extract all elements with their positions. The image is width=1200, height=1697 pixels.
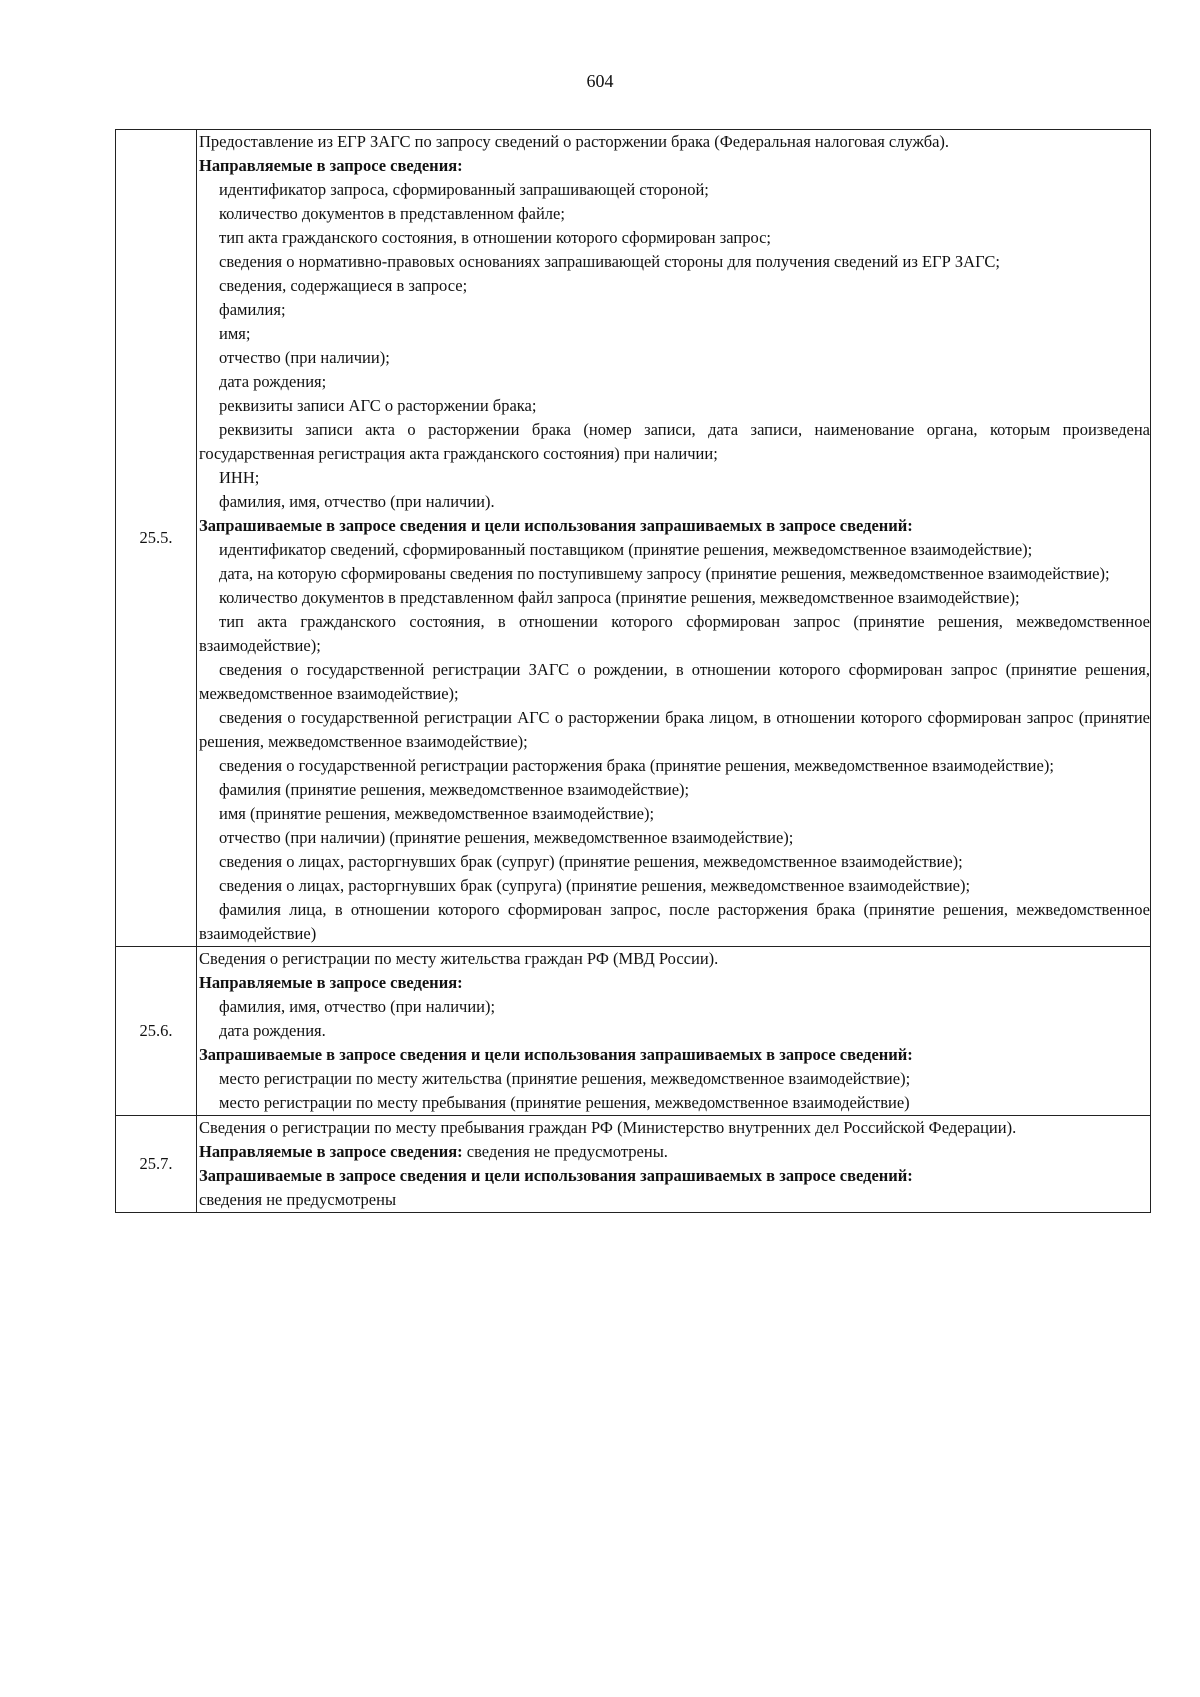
- list-item: сведения о государственной регистрации расторжения брака (принятие решения, межведомственное взаимодействие);: [219, 756, 1054, 775]
- list-item: имя;: [219, 324, 251, 343]
- row-number: 25.7.: [116, 1116, 197, 1213]
- list-item: количество документов в представленном файл запроса (принятие решения, межведомственное взаимодействие);: [219, 588, 1020, 607]
- list-item: сведения о нормативно-правовых основаниях запрашивающей стороны для получения сведений из ЕГР ЗАГС;: [219, 252, 1000, 271]
- row-content: [197, 947, 1151, 1116]
- requested-heading: Запрашиваемые в запросе сведения и цели использования запрашиваемых в запросе сведений:: [199, 1045, 913, 1064]
- list-item: отчество (при наличии) (принятие решения, межведомственное взаимодействие);: [219, 828, 794, 847]
- services-table: [115, 129, 1151, 1213]
- list-item: место регистрации по месту жительства (принятие решения, межведомственное взаимодействие);: [219, 1069, 911, 1088]
- list-item: фамилия, имя, отчество (при наличии).: [219, 492, 495, 511]
- list-item: сведения о лицах, расторгнувших брак (супруг) (принятие решения, межведомственное взаимодействие);: [219, 852, 963, 871]
- list-item: фамилия, имя, отчество (при наличии);: [219, 997, 496, 1016]
- list-item: дата рождения.: [219, 1021, 326, 1040]
- row-content: [197, 130, 1151, 947]
- list-item: дата рождения;: [219, 372, 327, 391]
- sent-heading: Направляемые в запросе сведения:: [199, 973, 463, 992]
- row-title: Предоставление из ЕГР ЗАГС по запросу сведений о расторжении брака (Федеральная налоговая служба).: [199, 132, 950, 151]
- list-item: фамилия лица, в отношении которого сформирован запрос, после расторжения брака (принятие решения, межведомственное взаимодействие): [199, 900, 1150, 943]
- table-row: [116, 130, 1151, 947]
- requested-inline: сведения не предусмотрены: [199, 1190, 397, 1209]
- sent-line: [199, 1140, 1150, 1164]
- list-item: идентификатор сведений, сформированный поставщиком (принятие решения, межведомственное взаимодействие);: [219, 540, 1033, 559]
- list-item: количество документов в представленном файле;: [219, 204, 565, 223]
- row-number: 25.6.: [116, 947, 197, 1116]
- list-item: фамилия;: [219, 300, 286, 319]
- list-item: сведения о государственной регистрации ЗАГС о рождении, в отношении которого сформирован запрос (принятие решения, межведомственное взаимодействие);: [199, 660, 1150, 703]
- requested-heading: Запрашиваемые в запросе сведения и цели использования запрашиваемых в запросе сведений:: [199, 1166, 913, 1185]
- list-item: ИНН;: [219, 468, 260, 487]
- row-number: 25.5.: [116, 130, 197, 947]
- requested-heading: Запрашиваемые в запросе сведения и цели использования запрашиваемых в запросе сведений:: [199, 516, 913, 535]
- row-content: [197, 1116, 1151, 1213]
- sent-heading: Направляемые в запросе сведения:: [199, 1142, 463, 1161]
- sent-heading: Направляемые в запросе сведения:: [199, 156, 463, 175]
- list-item: место регистрации по месту пребывания (принятие решения, межведомственное взаимодействие): [219, 1093, 910, 1112]
- row-title: Сведения о регистрации по месту жительства граждан РФ (МВД России).: [199, 949, 719, 968]
- list-item: идентификатор запроса, сформированный запрашивающей стороной;: [219, 180, 709, 199]
- list-item: сведения о лицах, расторгнувших брак (супруга) (принятие решения, межведомственное взаимодействие);: [219, 876, 971, 895]
- sent-inline: сведения не предусмотрены.: [466, 1142, 668, 1161]
- table-row: [116, 947, 1151, 1116]
- list-item: сведения о государственной регистрации АГС о расторжении брака лицом, в отношении которого сформирован запрос (принятие решения, межведомственное взаимодействие);: [199, 708, 1150, 751]
- list-item: фамилия (принятие решения, межведомственное взаимодействие);: [219, 780, 690, 799]
- page-number: 604: [586, 71, 614, 91]
- list-item: реквизиты записи АГС о расторжении брака;: [219, 396, 537, 415]
- list-item: отчество (при наличии);: [219, 348, 390, 367]
- list-item: имя (принятие решения, межведомственное взаимодействие);: [219, 804, 655, 823]
- list-item: тип акта гражданского состояния, в отношении которого сформирован запрос (принятие решения, межведомственное взаимодействие);: [199, 612, 1150, 655]
- list-item: дата, на которую сформированы сведения по поступившему запросу (принятие решения, межведомственное взаимодействие);: [219, 564, 1110, 583]
- table-row: [116, 1116, 1151, 1213]
- list-item: реквизиты записи акта о расторжении брака (номер записи, дата записи, наименование органа, которым произведена государственная регистрация акта гражданского состояния) при наличии;: [199, 420, 1150, 463]
- list-item: сведения, содержащиеся в запросе;: [219, 276, 468, 295]
- row-title: Сведения о регистрации по месту пребывания граждан РФ (Министерство внутренних дел Российской Федерации).: [199, 1118, 1017, 1137]
- list-item: тип акта гражданского состояния, в отношении которого сформирован запрос;: [219, 228, 772, 247]
